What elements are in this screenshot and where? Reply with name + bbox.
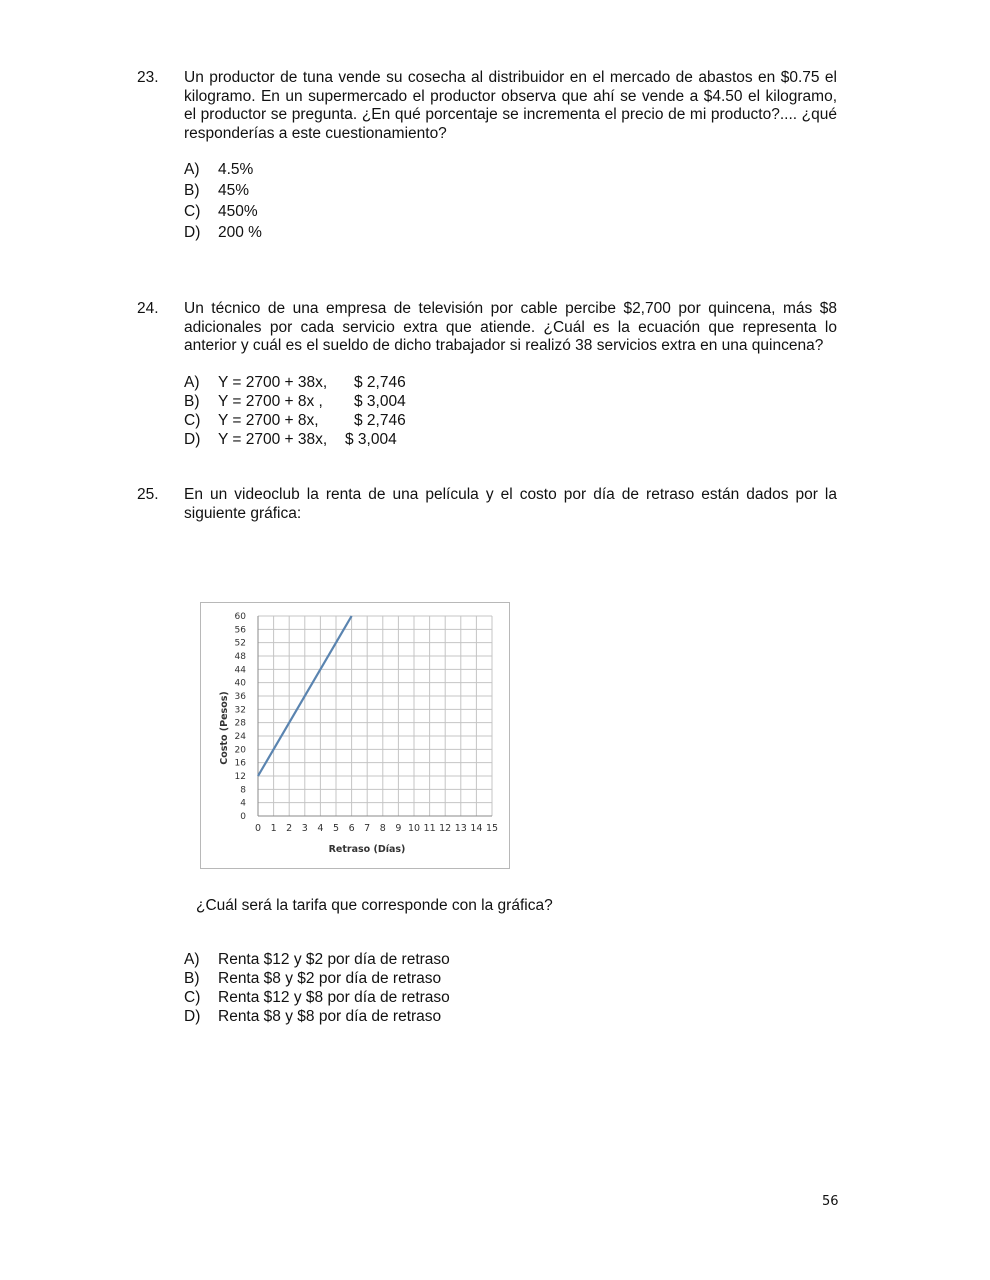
x-tick-label: 0 [254,823,262,834]
y-tick-label: 60 [234,612,246,622]
question-24 [137,300,837,356]
x-tick-label: 9 [395,823,402,834]
y-tick-label: 48 [234,652,246,662]
chart-question: ¿Cuál será la tarifa que corresponde con la gráfica? [196,897,553,914]
x-axis-label: Retraso (Días) [328,844,406,855]
x-tick-label: 7 [364,823,371,834]
y-tick-label: 8 [240,785,246,796]
y-tick-label: 32 [234,705,246,716]
question-text: Un productor de tuna vende su cosecha al distribuidor en el mercado de abastos en $0.75 el kilogramo. En un supermercado el productor observa que ahí se vende a $4.50 el kilogramo, el productor se pregunta. ¿En qué porcentaje se incrementa el precio de mi producto?.... ¿qué responderías a este cuestionamiento? [184,69,837,142]
question-23 [137,69,837,143]
question-25 [137,486,837,523]
x-tick-label: 10 [407,823,421,834]
y-tick-label: 24 [234,732,246,742]
y-tick-label: 44 [234,665,246,676]
y-tick-label: 16 [234,758,246,769]
y-axis-label: Costo (Pesos) [219,691,230,765]
y-tick-label: 4 [240,798,246,809]
y-tick-label: 28 [234,718,246,729]
page-number: 56 [822,1194,839,1209]
x-tick-label: 11 [423,823,436,834]
x-tick-label: 3 [301,823,308,834]
x-tick-label: 8 [379,823,386,834]
y-tick-label: 20 [234,745,246,756]
x-tick-label: 14 [470,823,483,834]
cost-chart [200,602,510,869]
y-tick-label: 12 [234,772,246,782]
y-tick-label: 0 [240,812,246,822]
x-tick-label: 13 [454,823,467,834]
x-tick-label: 5 [332,823,340,834]
y-tick-label: 40 [234,678,246,689]
chart-svg [201,603,509,868]
x-tick-label: 4 [317,823,324,834]
x-tick-label: 6 [348,823,355,834]
question-text: Un técnico de una empresa de televisión por cable percibe $2,700 por quincena, más $8 adicionales por cada servicio extra que atiende. ¿Cuál es la ecuación que representa lo anterior y cuál es el sueldo de dicho trabajador si realizó 38 servicios extra en una quincena? [184,300,837,354]
y-tick-label: 36 [234,692,246,702]
x-tick-label: 12 [439,823,452,834]
x-tick-label: 2 [286,823,293,834]
y-tick-label: 52 [234,638,246,649]
x-tick-label: 15 [485,823,499,834]
question-number: 24. [137,300,159,317]
question-number: 23. [137,69,159,86]
question-number: 25. [137,486,159,503]
question-text: En un videoclub la renta de una película y el costo por día de retraso están dados por la siguiente gráfica: [184,486,837,522]
x-tick-label: 1 [270,823,277,834]
y-tick-label: 56 [234,625,246,636]
